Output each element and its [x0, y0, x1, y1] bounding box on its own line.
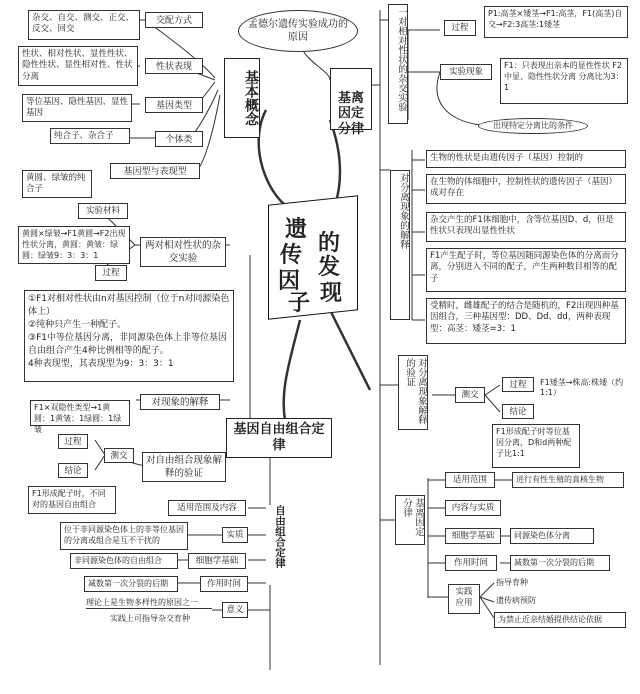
seg-app-3-text: 为禁止近亲结婚提供结论依据 — [498, 615, 602, 624]
individual-label-text: 个体类 — [165, 135, 193, 145]
ind-essence-text: 位于非同源染色体上的非等位基因的分离或组合是互不干扰的 — [64, 525, 184, 545]
genes-label-text: 基因类型 — [155, 101, 192, 111]
seg-testcross-label-text: 测交 — [461, 390, 479, 400]
segregation-title — [330, 68, 372, 137]
ind-verify-process-label-text: 过程 — [64, 437, 82, 447]
ind-explain-3: ③F1中等位基因分离，非同源染色体上非等位基因自由组合产生4种比例相等的配子。 — [28, 333, 227, 357]
explanation-title-text: 对分离现象的解释 — [398, 173, 409, 249]
explain-5-box — [426, 298, 626, 344]
hybrid-types-label — [145, 12, 203, 28]
ind-time-text: 减数第一次分裂的后期 — [88, 579, 168, 588]
individual-label — [155, 131, 203, 147]
explain-1-text: 生物的性状是由遗传因子（基因）控制的 — [430, 153, 584, 163]
hybrid-types-label-text: 交配方式 — [155, 16, 192, 26]
genes-text: 等位基因、隐性基因、显性基因 — [26, 97, 129, 119]
seg-conclusion-text: F1形成配子时等位基因分离，D和d两种配子比1:1 — [496, 427, 572, 458]
seg-conclusion-label — [502, 404, 534, 419]
ind-meaning-label — [222, 602, 248, 618]
seg-conclusion-label-text: 结论 — [509, 407, 527, 417]
seg-phenomenon-text: F1：只表现出亲本的显性性状 F2中显、隐性性状分离 分离比为3：1 — [504, 61, 624, 92]
explain-2-text: 在生物的体细胞中，控制性状的遗传因子（基因）成对存在 — [430, 177, 618, 199]
ind-cell-label — [188, 553, 246, 569]
explanation-title — [390, 170, 410, 320]
seg-verify-title — [398, 355, 428, 430]
material-label — [78, 203, 128, 219]
seg-cell-box — [510, 528, 594, 544]
ind-essence-label-text: 实质 — [226, 530, 244, 540]
traits-text: 性状、相对性状、显性性状、隐性性状、显性相对性、性状分离 — [22, 49, 133, 82]
seg-verify-process-label — [502, 377, 534, 392]
independent-law-title-text: 基因自由组合定律 — [233, 422, 325, 453]
seg-time-label — [445, 555, 497, 571]
genes-box — [22, 94, 132, 122]
center-title-char-2: 传 — [280, 242, 303, 268]
basic-concepts-title — [224, 58, 260, 138]
origin-bubble — [238, 10, 358, 52]
ind-scope-label — [168, 500, 246, 516]
seg-time-text: 减数第一次分裂的后期 — [514, 558, 594, 567]
center-title-char-4: 子 — [288, 290, 311, 316]
seg-time-label-text: 作用时间 — [453, 558, 488, 568]
explain-3-box — [426, 212, 626, 242]
seg-scope-text: 进行有性生殖的真核生物 — [516, 475, 604, 484]
seg-process-text: P1:高茎×矮茎→F1:高茎，F1(高茎)自交→F2:3高茎:1矮茎 — [488, 9, 623, 29]
ind-verify-label-text: 对自由组合现象解释的验证 — [146, 455, 223, 479]
traits-label-text: 性状表现 — [155, 62, 192, 72]
explain-5-text: 受精时，雌雄配子的结合是随机的，F2出现四种基因组合，三种基因型：DD、Dd、dd，两种表现型：高茎：矮茎=3：1 — [430, 301, 619, 334]
basic-concepts-title-text: 基本概念 — [243, 70, 259, 126]
two-traits-label — [140, 237, 226, 267]
two-traits-process-box — [18, 226, 130, 264]
hybrid-types-text: 杂交、自交、测交、正交、反交、回交 — [32, 13, 135, 35]
ind-verify-process-label — [58, 434, 88, 449]
explain-4-box — [426, 248, 626, 292]
ind-scope-label-text: 适用范围及内容 — [177, 503, 237, 513]
seg-conditions-bubble — [478, 118, 588, 134]
ind-law-vertical-text: 自由组合定律 — [274, 505, 286, 568]
seg-scope-label-text: 适用范围 — [452, 475, 487, 485]
seg-app-2: 遗传病预防 — [496, 596, 536, 605]
seg-cell-label — [445, 528, 501, 544]
material-box — [22, 170, 92, 198]
ind-explain-box — [24, 290, 234, 382]
relation-label-text: 基因型与表现型 — [123, 167, 187, 177]
ind-conclusion-label-text: 结论 — [64, 466, 82, 476]
center-title-char-5: 的 — [318, 230, 341, 256]
ind-testcross-box — [30, 400, 130, 434]
ind-cell-box — [70, 553, 178, 569]
one-pair-experiment-title — [388, 4, 408, 124]
one-pair-experiment-title-text: 一对相对性状的杂交实验 — [396, 7, 407, 112]
ind-time-label-text: 作用时间 — [206, 579, 241, 589]
seg-time-box — [510, 555, 610, 571]
ind-time-label — [200, 576, 248, 592]
ind-explain-label-text: 对现象的解释 — [151, 397, 209, 408]
two-traits-label-text: 两对相对性状的杂交实验 — [144, 240, 221, 264]
origin-bubble-text: 孟德尔遗传实验成功的原因 — [248, 19, 348, 43]
seg-essence-label-text: 内容与实质 — [451, 503, 495, 513]
traits-box — [18, 46, 138, 86]
center-title-char-6: 发 — [318, 254, 341, 280]
two-traits-process-text: 黄圆×绿皱→F1黄圆→F2出现性状分离，黄圆：黄皱：绿圆：绿皱9：3：3：1 — [22, 229, 126, 260]
two-traits-process-label-text: 过程 — [102, 268, 120, 278]
ind-explain-4: 4种表现型，其表现型为9：3：3：1 — [28, 359, 174, 370]
ind-conclusion-text: F1形成配子时，不同对的基因自由组合 — [32, 489, 106, 509]
segregation-title-text: 基离 因定 分律 — [337, 90, 364, 137]
seg-application-label — [448, 584, 480, 614]
individual-text: 纯合子、杂合子 — [54, 131, 114, 141]
ind-explain-1: ①F1对相对性状由n对基因控制（位于n对同源染色体上） — [28, 294, 230, 318]
center-title-char-3: 因 — [278, 268, 301, 294]
two-traits-process-label — [95, 265, 127, 281]
seg-phenomenon-label-text: 实验现象 — [448, 67, 483, 77]
center-title-char-1: 遗 — [285, 216, 308, 242]
ind-testcross-label — [104, 448, 134, 463]
genes-label — [145, 97, 203, 113]
seg-verify-title-text: 对分离现象解释的验证 — [404, 358, 427, 425]
seg-app-3-box — [494, 612, 626, 628]
explain-3-text: 杂交产生的F1体细胞中，含等位基因D、d，但是性状只表现出显性性状 — [430, 215, 614, 237]
relation-label — [110, 163, 200, 179]
seg-process-box — [484, 6, 628, 38]
ind-meaning-1: 理论上是生物多样性的原因之一 — [86, 598, 212, 609]
seg-testcross-label — [455, 387, 485, 403]
traits-label — [145, 58, 203, 74]
seg-app-1: 指导育种 — [496, 578, 528, 587]
hybrid-types-box — [28, 10, 140, 40]
ind-essence-box — [60, 522, 188, 550]
seg-phenomenon-label — [440, 64, 492, 80]
ind-conclusion-label — [58, 463, 88, 478]
individual-box — [50, 128, 130, 144]
seg-application-label-text: 实践应用 — [455, 587, 473, 609]
ind-explain-2: ②纯种只产生一种配子。 — [28, 320, 127, 331]
seg-cell-label-text: 细胞学基础 — [451, 531, 495, 541]
explain-4-text: F1产生配子时，等位基因随同源染色体的分离而分离，分别进入不同的配子，产生两种数目相等的配子 — [430, 251, 619, 284]
seg-process-label-text: 过程 — [451, 23, 469, 33]
ind-meaning-label-text: 意义 — [226, 605, 244, 615]
explain-2-box — [426, 174, 626, 204]
ind-conclusion-box — [28, 486, 116, 514]
seg-process-label — [444, 20, 476, 36]
ind-cell-text: 非同源染色体的自由组合 — [74, 556, 162, 565]
ind-time-box — [84, 576, 178, 592]
seg-phenomenon-box — [500, 58, 628, 104]
seg-verify-process-text: F1矮茎→株高:株矮（约1:1） — [540, 378, 624, 397]
ind-law-vertical — [266, 505, 286, 585]
seg-scope-label — [445, 472, 495, 488]
ind-explain-label — [140, 394, 220, 410]
ind-cell-label-text: 细胞学基础 — [195, 556, 239, 566]
seg-law-title — [395, 495, 425, 545]
seg-scope-box — [512, 472, 624, 488]
seg-verify-process-label-text: 过程 — [509, 380, 527, 390]
material-label-text: 实验材料 — [85, 206, 120, 216]
material-text: 黄圆、绿皱的纯合子 — [26, 173, 86, 195]
ind-meaning-2: 实践上可指导杂交育种 — [110, 614, 190, 623]
seg-conclusion-box — [492, 424, 580, 468]
ind-testcross-label-text: 测交 — [110, 451, 128, 461]
seg-cell-text: 同源染色体分离 — [514, 531, 570, 540]
seg-conditions-text: 出现特定分离比的条件 — [493, 121, 573, 130]
ind-testcross-text: F1×双隐性类型→1黄圆：1黄皱：1绿圆：1绿皱 — [34, 403, 122, 434]
seg-essence-label — [445, 500, 501, 516]
seg-law-title-text: 基离因定分律 — [401, 498, 424, 536]
ind-essence-label — [222, 527, 248, 543]
explain-1-box — [426, 150, 626, 168]
center-title-char-7: 现 — [320, 280, 343, 306]
ind-verify-label — [142, 452, 226, 482]
independent-law-title — [226, 418, 332, 458]
